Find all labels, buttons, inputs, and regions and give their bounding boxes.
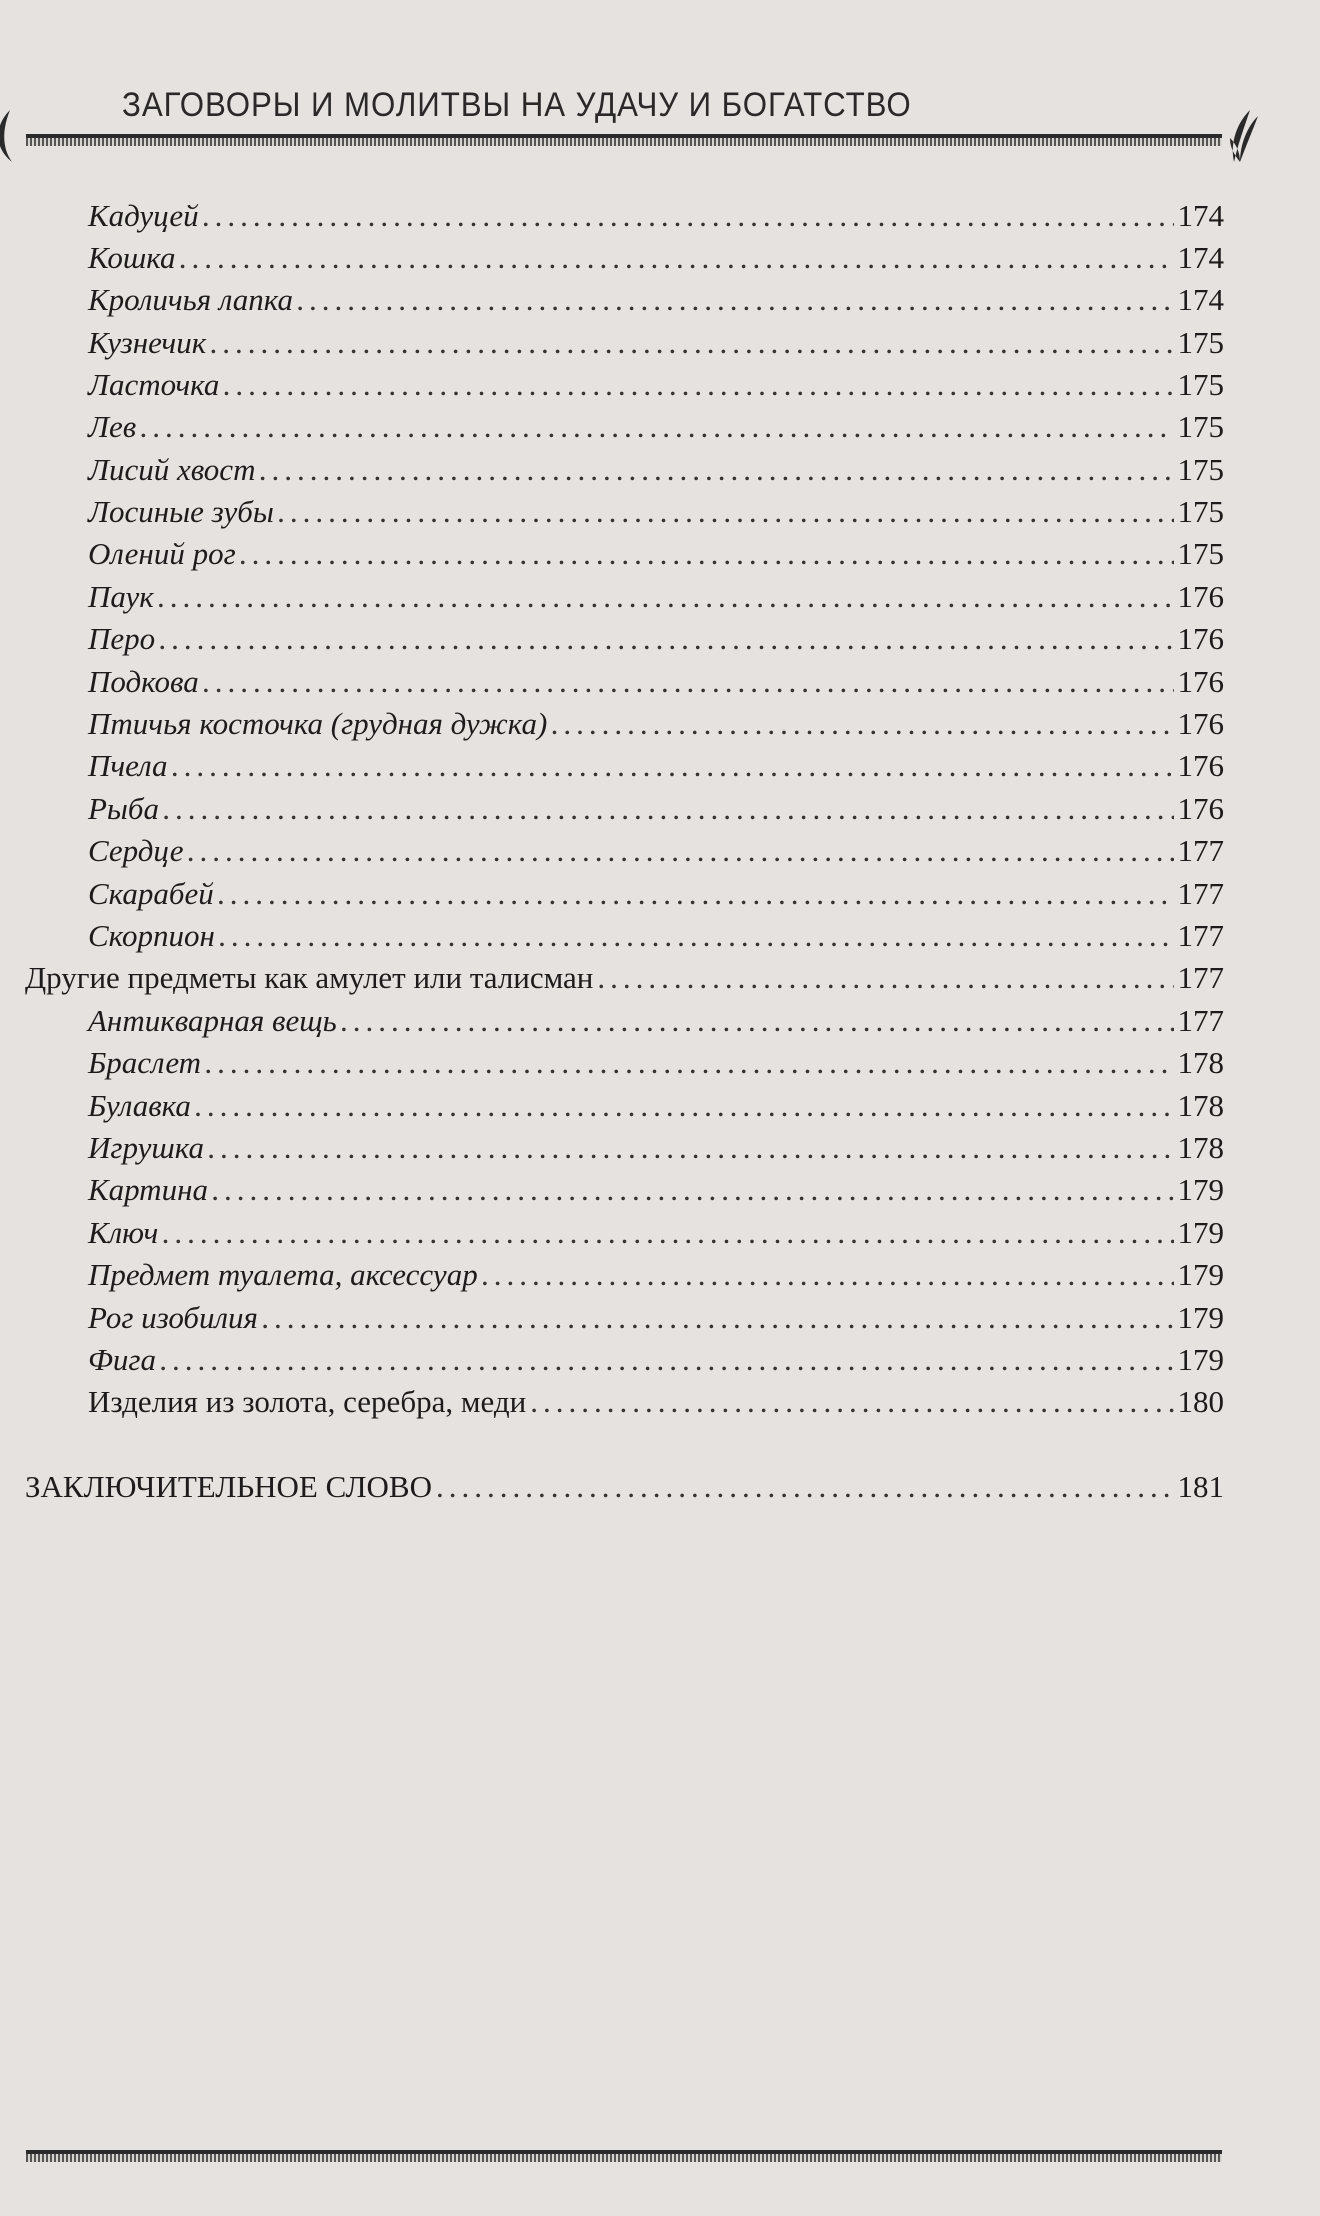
toc-entry-title: Скорпион [88, 918, 215, 953]
toc-entry [88, 494, 1224, 536]
dot-leader [341, 1003, 1174, 1039]
toc-entry-page: 179 [1177, 1257, 1224, 1292]
toc-entry [88, 918, 1224, 960]
toc-entry-title: Рог изобилия [88, 1300, 258, 1335]
toc-entry-page: 181 [1177, 1469, 1224, 1504]
toc-entry [88, 1045, 1224, 1087]
toc-entry [88, 325, 1224, 367]
dot-leader [223, 367, 1173, 403]
toc-entry-title: Перо [88, 621, 156, 656]
toc-entry-title: ЗАКЛЮЧИТЕЛЬНОЕ СЛОВО [25, 1469, 432, 1504]
toc-entry-page: 179 [1177, 1215, 1224, 1250]
dot-leader [597, 960, 1173, 996]
toc-entry [88, 536, 1224, 578]
toc-entry [88, 1130, 1224, 1172]
dot-leader [208, 1130, 1174, 1166]
dot-leader [297, 282, 1173, 318]
dot-leader [195, 1088, 1174, 1124]
toc-entry-page: 177 [1177, 833, 1224, 868]
footer-rule [26, 2150, 1222, 2162]
toc-entry [88, 833, 1224, 875]
toc-entry [88, 748, 1224, 790]
toc-entry [88, 282, 1224, 324]
toc-entry-page: 177 [1177, 876, 1224, 911]
toc-entry-page: 180 [1177, 1384, 1224, 1419]
toc-entry-page: 175 [1177, 367, 1224, 402]
toc-entry-page: 177 [1177, 918, 1224, 953]
toc-entry [88, 198, 1224, 240]
toc-entry-title: Кроличья лапка [88, 282, 294, 317]
toc-entry [88, 1088, 1224, 1130]
dot-leader [551, 706, 1173, 742]
toc-entry [88, 876, 1224, 918]
toc-entry-page: 176 [1177, 791, 1224, 826]
toc-entry-title: Браслет [88, 1045, 202, 1080]
toc-entry-page: 176 [1177, 706, 1224, 741]
toc-entry-page: 175 [1177, 409, 1224, 444]
dot-leader [259, 452, 1173, 488]
dot-leader [203, 664, 1174, 700]
toc-entry-title: Кадуцей [88, 198, 199, 233]
toc-entry-title: Рыба [88, 791, 160, 826]
toc-entry-page: 174 [1177, 198, 1224, 233]
toc-entry-title: Подкова [88, 664, 199, 699]
toc-entry-title: Фига [88, 1342, 157, 1377]
toc-entry-page: 177 [1177, 1003, 1224, 1038]
toc-entry-page: 177 [1177, 960, 1224, 995]
header-rule [26, 134, 1222, 146]
dot-leader [140, 409, 1173, 445]
toc-entry [88, 791, 1224, 833]
toc-entry [88, 1257, 1224, 1299]
dot-leader [278, 494, 1174, 530]
toc-entry-page: 175 [1177, 325, 1224, 360]
dot-leader [172, 748, 1174, 784]
toc-entry [88, 1300, 1224, 1342]
toc-entry [88, 1003, 1224, 1045]
dot-leader [210, 325, 1173, 361]
toc-entry [88, 452, 1224, 494]
toc-entry-title: Антикварная вещь [88, 1003, 337, 1038]
toc-entry [88, 706, 1224, 748]
dot-leader [159, 621, 1173, 657]
toc-entry-title: Ласточка [88, 367, 220, 402]
toc-entry-title: Сердце [88, 833, 184, 868]
toc-entry [25, 1469, 1224, 1511]
dot-leader [482, 1257, 1174, 1293]
toc-entry [25, 960, 1224, 1002]
toc-entry-page: 175 [1177, 494, 1224, 529]
toc-entry-page: 174 [1177, 240, 1224, 275]
toc-entry [88, 579, 1224, 621]
toc-entry-title: Кошка [88, 240, 176, 275]
toc-entry-title: Птичья косточка (грудная дужка) [88, 706, 548, 741]
toc-entry-title: Предмет туалета, аксессуар [88, 1257, 478, 1292]
dot-leader [212, 1172, 1174, 1208]
dot-leader [219, 918, 1174, 954]
toc-entry-title: Лисий хвост [88, 452, 256, 487]
leaf-ornament-icon [0, 108, 24, 164]
toc-entry-title: Скарабей [88, 876, 214, 911]
toc-entry-page: 176 [1177, 664, 1224, 699]
toc-entry [88, 1215, 1224, 1257]
dot-leader [162, 1215, 1173, 1251]
toc-entry-title: Игрушка [88, 1130, 204, 1165]
toc-entry-title: Ключ [88, 1215, 159, 1250]
toc-entry-page: 179 [1177, 1300, 1224, 1335]
toc-entry [88, 1384, 1224, 1426]
toc-entry-page: 175 [1177, 536, 1224, 571]
toc-entry-title: Олений рог [88, 536, 236, 571]
toc-entry-title: Лев [88, 409, 137, 444]
dot-leader [240, 536, 1174, 572]
toc-entry-title: Булавка [88, 1088, 191, 1123]
dot-leader [180, 240, 1174, 276]
toc-entry [88, 621, 1224, 663]
dot-leader [163, 791, 1173, 827]
dot-leader [205, 1045, 1173, 1081]
toc-entry-page: 178 [1177, 1088, 1224, 1123]
dot-leader [160, 1342, 1173, 1378]
toc-entry-page: 176 [1177, 621, 1224, 656]
toc-entry-page: 176 [1177, 579, 1224, 614]
toc-entry-page: 179 [1177, 1342, 1224, 1377]
toc-entry [88, 1172, 1224, 1214]
toc-entry [88, 409, 1224, 451]
toc-entry-page: 176 [1177, 748, 1224, 783]
dot-leader [436, 1469, 1174, 1505]
toc-entry-title: Другие предметы как амулет или талисман [25, 960, 594, 995]
toc-entry [88, 367, 1224, 409]
toc-entry-title: Изделия из золота, серебра, меди [88, 1384, 527, 1419]
toc-entry-page: 178 [1177, 1130, 1224, 1165]
dot-leader [262, 1300, 1174, 1336]
leaf-ornament-icon [1226, 108, 1260, 164]
toc-entry [88, 664, 1224, 706]
toc-entry [88, 240, 1224, 282]
toc-entry-page: 179 [1177, 1172, 1224, 1207]
dot-leader [530, 1384, 1173, 1420]
dot-leader [158, 579, 1174, 615]
toc-entry [88, 1342, 1224, 1384]
toc-entry-page: 178 [1177, 1045, 1224, 1080]
dot-leader [203, 198, 1174, 234]
toc-entry-page: 174 [1177, 282, 1224, 317]
toc-entry-title: Кузнечик [88, 325, 207, 360]
dot-leader [187, 833, 1173, 869]
toc-entry-page: 175 [1177, 452, 1224, 487]
dot-leader [218, 876, 1174, 912]
toc-entry-title: Пчела [88, 748, 168, 783]
toc-entry-title: Картина [88, 1172, 208, 1207]
header-title: ЗАГОВОРЫ И МОЛИТВЫ НА УДАЧУ И БОГАТСТВО [122, 86, 912, 124]
toc-entry-title: Лосиные зубы [88, 494, 274, 529]
toc-entry-title: Паук [88, 579, 154, 614]
